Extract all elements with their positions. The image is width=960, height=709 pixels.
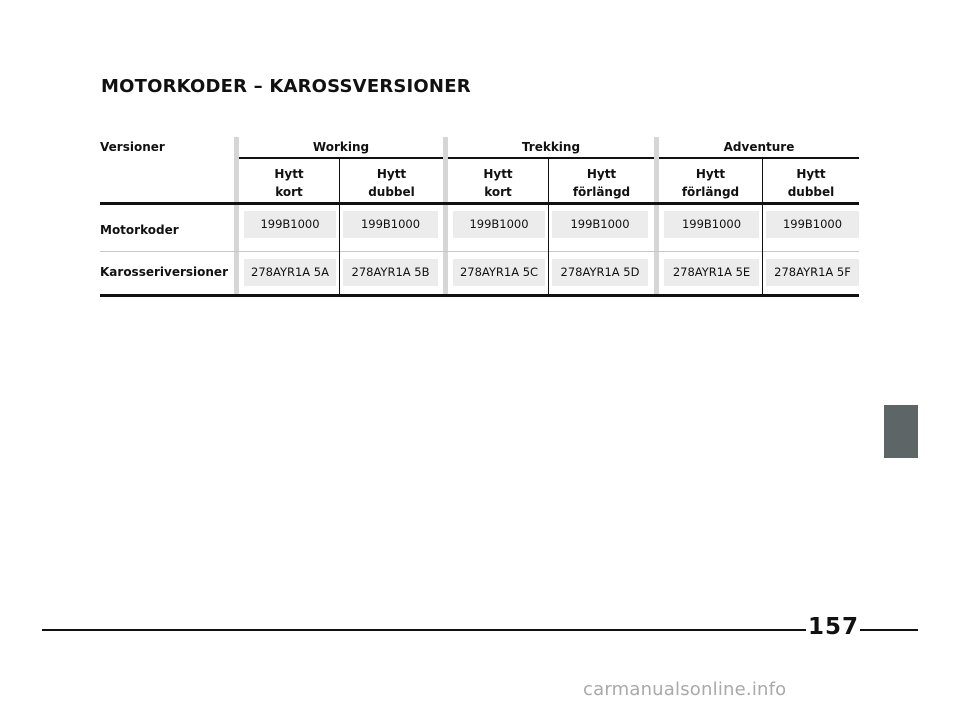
column-header-line2: kort [275,185,303,199]
page-title: MOTORKODER – KAROSSVERSIONER [101,76,471,97]
column-header-line2: förlängd [572,185,631,199]
column-header [659,165,762,201]
group-underline [659,157,859,159]
column-header [239,165,339,201]
column-header-line2: förlängd [681,185,740,199]
body-version-cell: 278AYR1A 5B [343,259,438,286]
engine-code-cell: 199B1000 [664,211,759,238]
header-rule [100,202,859,205]
column-separator [762,205,763,294]
engine-code-cell: 199B1000 [343,211,438,238]
row-divider [100,251,859,252]
group-underline [239,157,443,159]
page-number: 157 [808,614,860,640]
row-label-body-versions: Karosseriversioner [100,265,228,279]
column-header-line1: Hytt [796,167,826,181]
group-separator-bar [234,137,239,297]
column-separator [548,205,549,294]
row-label-versions: Versioner [100,140,165,154]
column-header [763,165,859,201]
engine-code-cell: 199B1000 [766,211,859,238]
body-version-cell: 278AYR1A 5C [453,259,545,286]
column-header-line2: kort [484,185,512,199]
table-bottom-rule [100,294,859,297]
column-header [549,165,654,201]
column-separator [339,205,340,294]
engine-code-cell: 199B1000 [453,211,545,238]
group-separator-bar [443,137,448,297]
column-header-line1: Hytt [695,167,726,181]
footer-rule [42,629,806,631]
column-header-line2: dubbel [368,185,415,199]
group-header-trekking: Trekking [521,140,581,154]
group-header-adventure: Adventure [723,140,795,154]
column-header-line1: Hytt [376,167,407,181]
group-separator-bar [654,137,659,297]
row-label-engine-codes: Motorkoder [100,223,179,237]
watermark: carmanualsonline.info [583,679,787,700]
chapter-tab [884,405,918,458]
body-version-cell: 278AYR1A 5D [552,259,648,286]
body-version-cell: 278AYR1A 5F [766,259,859,286]
column-header [448,165,548,201]
body-version-cell: 278AYR1A 5A [244,259,336,286]
engine-code-cell: 199B1000 [244,211,336,238]
footer-rule [860,629,918,631]
column-header-line1: Hytt [586,167,617,181]
column-header-line1: Hytt [274,167,304,181]
column-header-line1: Hytt [483,167,513,181]
engine-code-cell: 199B1000 [552,211,648,238]
group-underline [448,157,654,159]
column-header-line2: dubbel [787,185,835,199]
column-header [340,165,443,201]
group-header-working: Working [312,140,370,154]
body-version-cell: 278AYR1A 5E [664,259,759,286]
